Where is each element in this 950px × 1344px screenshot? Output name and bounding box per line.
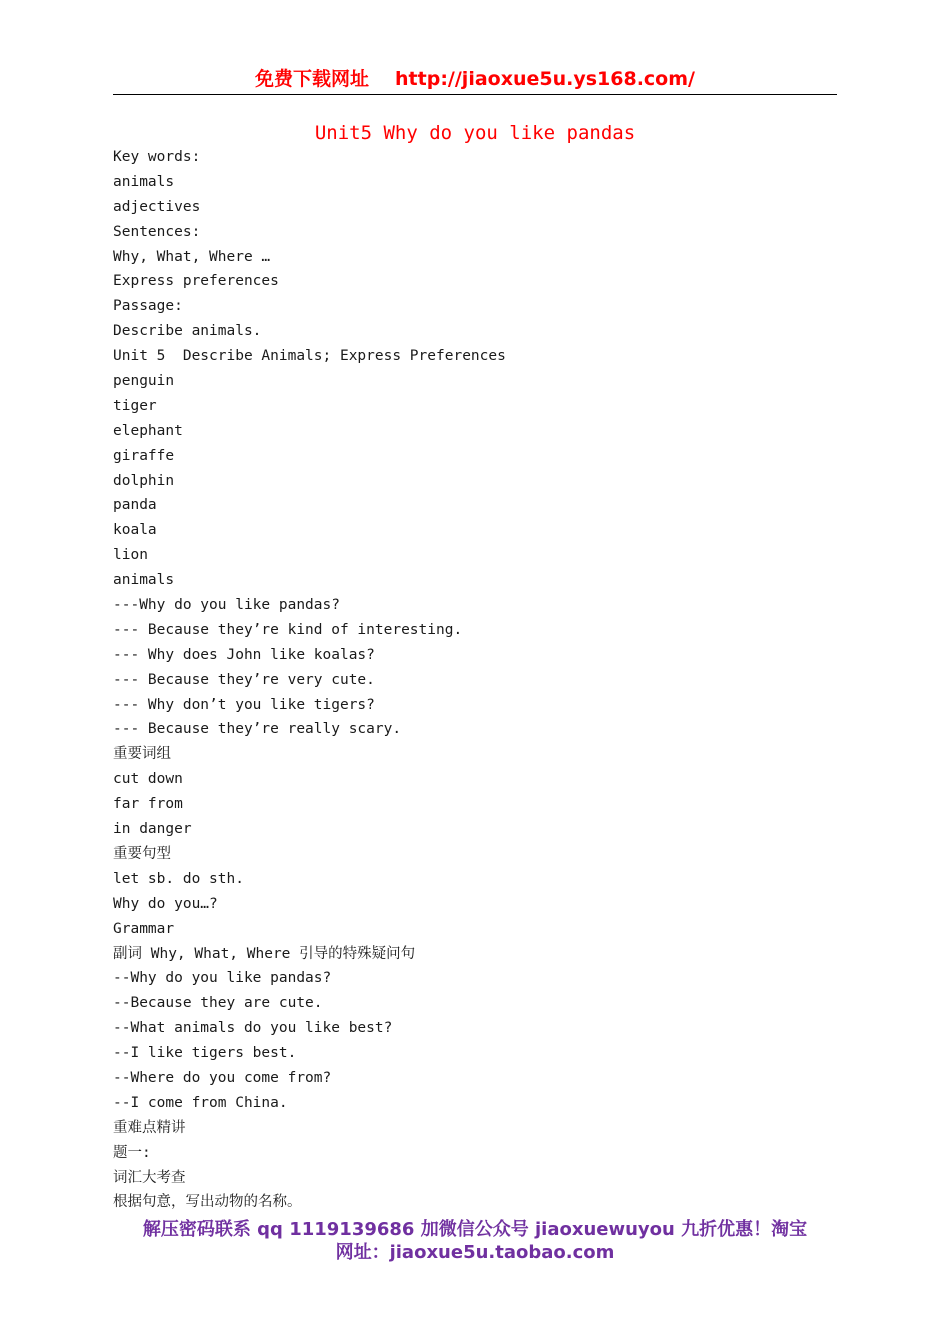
text-line: ---Why do you like pandas? — [113, 597, 340, 614]
text-line: --I come from China. — [113, 1094, 288, 1111]
text-line: 词汇大考查 — [113, 1169, 186, 1186]
text-line: --- Because they’re very cute. — [113, 671, 375, 688]
text-line: --Because they are cute. — [113, 995, 323, 1012]
text-line: adjectives — [113, 198, 201, 215]
text-line: --Where do you come from? — [113, 1069, 332, 1086]
page-footer — [113, 1218, 837, 1264]
page-header — [113, 66, 837, 92]
text-line: Key words: — [113, 149, 201, 165]
text-line: 重要句型 — [113, 845, 171, 862]
text-line: far from — [113, 796, 183, 813]
text-line: --- Why does John like koalas? — [113, 646, 375, 663]
text-line: 重难点精讲 — [113, 1119, 186, 1136]
header-divider — [113, 94, 837, 95]
header-url-link[interactable]: http://jiaoxue5u.ys168.com/ — [395, 68, 695, 90]
text-line: cut down — [113, 771, 183, 788]
text-line: lion — [113, 547, 148, 564]
text-line: animals — [113, 572, 175, 589]
header-label: 免费下载网址 — [255, 68, 370, 90]
text-line: let sb. do sth. — [113, 870, 244, 887]
text-line: giraffe — [113, 447, 175, 464]
text-line: --- Because they’re really scary. — [113, 721, 402, 738]
text-line: --Why do you like pandas? — [113, 970, 332, 987]
text-line: 重要词组 — [113, 746, 171, 763]
document-body — [113, 145, 837, 1215]
text-line: panda — [113, 497, 157, 514]
footer-line-1: 解压密码联系 qq 1119139686 加微信公众号 jiaoxuewuyou 九折优惠！淘宝 — [142, 1219, 808, 1240]
text-line: 根据句意，写出动物的名称。 — [113, 1194, 302, 1211]
footer-line-2: 网址：jiaoxue5u.taobao.com — [335, 1242, 615, 1263]
text-line: animals — [113, 173, 175, 190]
text-line: Why do you…? — [113, 895, 218, 912]
text-line: --- Why don’t you like tigers? — [113, 696, 375, 713]
text-line: --I like tigers best. — [113, 1045, 297, 1062]
text-line: tiger — [113, 397, 157, 414]
text-line: --What animals do you like best? — [113, 1020, 393, 1037]
text-line: dolphin — [113, 472, 175, 489]
text-line: Grammar — [113, 920, 175, 937]
text-line: Unit 5 Describe Animals; Express Preferences — [113, 348, 506, 365]
text-line: Sentences: — [113, 223, 201, 240]
text-line: elephant — [113, 422, 183, 439]
text-line: Passage: — [113, 298, 183, 315]
text-line: penguin — [113, 373, 175, 390]
text-line: --- Because they’re kind of interesting. — [113, 621, 463, 638]
text-line: 题一: — [113, 1144, 151, 1161]
text-line: Describe animals. — [113, 323, 262, 340]
text-line: koala — [113, 522, 157, 539]
text-line: in danger — [113, 821, 192, 838]
text-line: Express preferences — [113, 273, 279, 290]
document-title: Unit5 Why do you like pandas — [314, 122, 636, 144]
text-line: 副词 Why, What, Where 引导的特殊疑问句 — [113, 945, 416, 962]
text-line: Why, What, Where … — [113, 248, 271, 265]
